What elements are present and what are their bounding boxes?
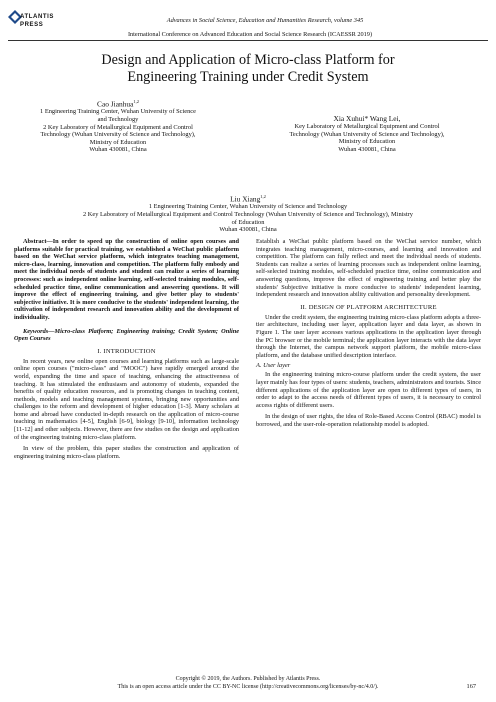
subsection-heading-user-layer: A. User layer — [256, 362, 291, 370]
page-number: 167 — [466, 683, 476, 690]
paragraph: In the design of user rights, the idea of Role-Based Access Control (RBAC) model is borrowed, and the user-role-operation relationship model is adopted. — [256, 413, 481, 428]
paragraph: In recent years, new online open courses and learning platforms such as large-scale online open courses ("micro-class" and "MOOC") have rapidly emerged around the world, expanding the time and space of teaching, enhancing the attractiveness of teaching. It has stimulated the enthusiasm and autonomy of students, expanded the benefits of quality education resources, and is promoting changes in teaching content, methods, models and teaching management systems, bringing new opportunities and challenges to the reform and development of higher education [1-3]. Many scholars at home and abroad have conducted in-depth research on the application of micro-course teaching in mathematics [4-5], English [6-9], biology [9-10], information technology [11-12] and other subjects. However, there are few studies on the design and application of the engineering training micro-class platform. — [14, 357, 239, 441]
affiliation-line: Technology (Wuhan University of Science and Technology), — [40, 131, 196, 139]
affiliation-line: 2 Key Laboratory of Metallurgical Equipment and Control Technology (Wuhan University of Science and Technology), Ministry — [82, 211, 414, 219]
logo-text-atlantis: ATLANTIS — [20, 14, 55, 20]
author-name: Cao Jianhua$^{1,2}$ — [97, 99, 139, 109]
affiliation-line: Ministry of Education — [338, 138, 396, 146]
abstract: Abstract—In order to speed up the construction of online open courses and platforms suitable for practical training, we established a WeChat public platform based on the WeChat service platform, which integrates teaching management, micro-class, learning, innovation and competition. The platform fully embody and meet the individual needs of students and student can realize a series of learning processes: such as independent online learning, self-selected training modules, self-scheduled practice time, online communication and answering questions. It will improve the effect of engineering training, and give better play to students' subjective initiative. It is more conducive to the students' independent learning, the cultivation of independent research and innovation ability and the development of individuality. — [14, 238, 239, 321]
title-line-1: Design and Application of Micro-class Platform for — [101, 52, 395, 68]
affiliation-line: Technology (Wuhan University of Science and Technology), — [289, 130, 445, 138]
title-line-2: Engineering Training under Credit System — [127, 69, 369, 85]
author-block-1 — [12, 97, 224, 154]
affiliation-line: Key Laboratory of Metallurgical Equipment and Control — [294, 123, 440, 130]
paper-title — [30, 52, 466, 86]
paragraph: In view of the problem, this paper studies the construction and application of engineering training micro-class platform. — [14, 445, 239, 460]
author-block-3 — [10, 192, 486, 234]
journal-name: Advances in Social Science, Education and Humanities Research, volume 345 — [166, 17, 364, 24]
conference-name: International Conference on Advanced Education and Social Science Research (ICAESSR 2019) — [127, 31, 373, 38]
author-name: Xia Xuhui* Wang Lei, — [333, 114, 401, 123]
paragraph: In the engineering training micro-course platform under the credit system, the user layer mainly has four types of users: students, teachers, administrators and tourists. Since different applications of the application layer are open to different types of users, in order to adapt to the access needs of different types of users, it is necessary to control access rights of different users. — [256, 371, 481, 409]
affiliation-line: Wuhan 430081, China — [338, 145, 396, 153]
header-divider — [8, 40, 488, 41]
affiliation-line: 2 Key Laboratory of Metallurgical Equipment and Control — [43, 123, 193, 131]
left-column — [14, 238, 239, 460]
copyright-line: Copyright © 2019, the Authors. Published by Atlantis Press. — [175, 676, 321, 682]
paragraph: Under the credit system, the engineering training micro-class platform adopts a three-tier architecture, including user layer, application layer and data layer, as shown in Figure 1. The user layer accesses various applications in the application layer through the PC browser or the mobile terminal; the application layer interacts with the data layer through the Internet, the campus network support platform, the mobile micro-class platform, and the database unified description interface. — [256, 313, 481, 359]
paragraph: Establish a WeChat public platform based on the WeChat service number, which integrates teaching management, micro-courses, and learning and innovation and competition. The platform can fully reflect and meet the individual needs of students. Students can realize a series of learning processes such as independent online learning, self-selected training modules, self-scheduled practice time, online communication and answering questions, improve the effect of engineering training and better play the students' Subjective initiative is more conducive to students' independent learning, independent research and innovation ability cultivation and personality development. — [256, 238, 481, 299]
affiliation-line: of Education — [231, 218, 265, 226]
publisher-logo — [8, 8, 55, 36]
right-column — [256, 238, 481, 428]
affiliation-line: Wuhan 430081, China — [219, 226, 277, 234]
affiliation-line: Wuhan 430081, China — [89, 146, 147, 154]
affiliation-line: Ministry of Education — [89, 138, 147, 146]
author-block-2 — [250, 114, 484, 153]
affiliation-line: 1 Engineering Training Center, Wuhan University of Science and Technology — [148, 203, 348, 211]
license-line: This is an open access article under the CC BY-NC license (http://creativecommons.org/licenses/by-nc/4.0/). — [117, 684, 379, 690]
affiliation-line: and Technology — [97, 116, 139, 124]
section-heading-introduction: I. INTRODUCTION — [97, 347, 156, 355]
copyright-footer — [40, 675, 456, 691]
affiliation-line: 1 Engineering Training Center, Wuhan University of Science — [40, 108, 196, 116]
logo-text-press: PRESS — [20, 22, 44, 28]
section-heading-architecture: II. DESIGN OF PLATFORM ARCHITECTURE — [300, 303, 437, 311]
author-name: Liu Xiang$^{1,2}$ — [230, 194, 266, 204]
keywords: Keywords—Micro-class Platform; Engineering training; Credit System; Online Open Courses — [14, 327, 239, 343]
